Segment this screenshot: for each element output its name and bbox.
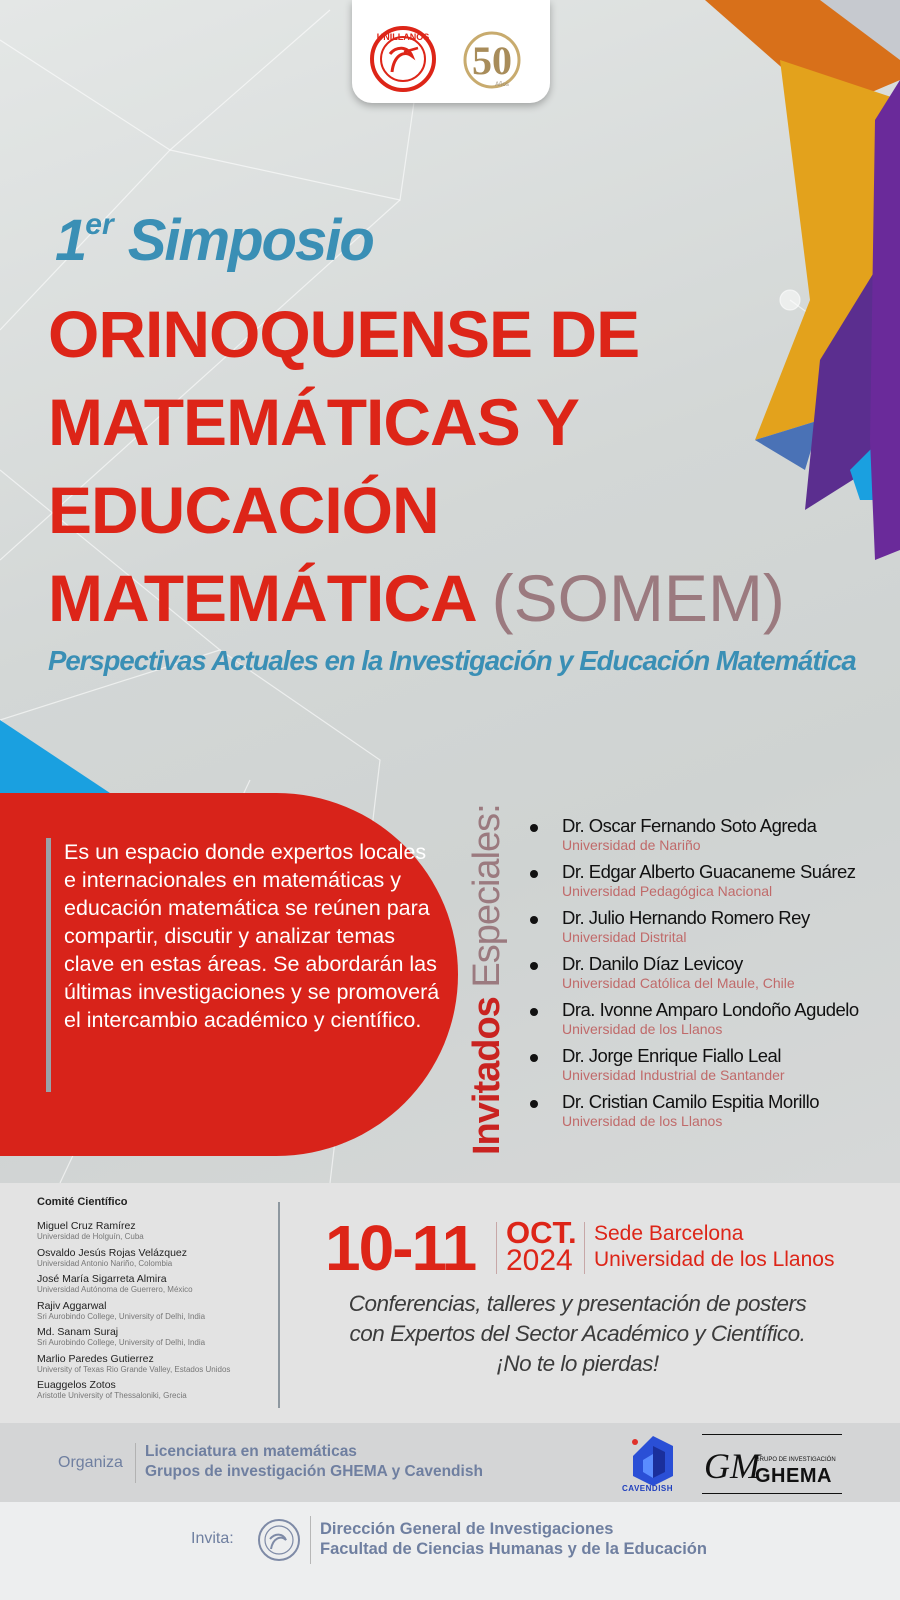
bullet-icon [530,824,538,832]
list-item [520,815,895,861]
speaker-institution: Universidad de Nariño [562,837,701,853]
event-word: Simposio [127,208,373,273]
member-name: Md. Sanam Suraj [37,1326,119,1338]
anniversary-50-logo [465,33,519,88]
title-line: MATEMÁTICAS Y [48,385,579,459]
member-institution: Sri Aurobindo College, University of Delhi, India [37,1311,206,1321]
speaker-institution: Universidad de los Llanos [562,1113,723,1129]
list-item [520,953,895,999]
speaker-name: Dr. Danilo Díaz Levicoy [562,953,743,974]
event-acronym: (SOMEM) [491,561,785,635]
invites-divider [310,1516,311,1564]
title-line: ORINOQUENSE DE [48,297,640,371]
unillanos-logo [372,28,434,90]
list-item [520,907,895,953]
speaker-name: Dr. Edgar Alberto Guacaneme Suárez [562,861,856,882]
tagline-line: ¡No te lo pierdas! [496,1351,659,1376]
committee-member [37,1220,277,1247]
event-description: Es un espacio donde expertos locales e internacionales en matemáticas y educación matemática se reúnen para compartir, discutir y analizar temas clave en estas áreas. Se abordarán las últimas investigaciones y se promoverá el intercambio académico y científico. [64,840,440,1032]
venue-divider [584,1222,585,1274]
invites-label: Invita: [191,1530,234,1547]
bullet-icon [530,916,538,924]
member-name: José María Sigarreta Almira [37,1273,167,1285]
list-item [520,1091,895,1137]
speaker-institution: Universidad Pedagógica Nacional [562,883,773,899]
ghema-name: GHEMA [755,1465,832,1487]
venue-campus: Sede Barcelona [594,1222,744,1245]
member-name: Osvaldo Jesús Rojas Velázquez [37,1246,187,1259]
organizer-label: Organiza [58,1454,123,1471]
speaker-institution: Universidad de los Llanos [562,1021,723,1037]
institution-logos [352,0,550,103]
unillanos-logo-text: UNILLANOS [376,32,430,42]
speaker-name: Dr. Jorge Enrique Fiallo Leal [562,1045,781,1066]
member-institution: Universidad de Holguín, Cuba [37,1232,144,1241]
committee-member [37,1379,277,1406]
event-tagline [300,1289,855,1379]
committee-member [37,1353,277,1380]
member-institution: Universidad Antonio Nariño, Colombia [37,1258,173,1268]
bullet-icon [530,1100,538,1108]
invites-direction: Dirección General de Investigaciones [320,1520,614,1538]
event-title [48,290,888,642]
unillanos-seal-icon [257,1518,301,1562]
speaker-name: Dr. Oscar Fernando Soto Agreda [562,815,817,836]
cavendish-label: CAVENDISH [622,1484,674,1493]
tagline-line: Conferencias, talleres y presentación de posters [348,1291,807,1316]
event-month: OCT. [506,1215,577,1250]
list-item [520,1045,895,1091]
committee-member [37,1273,277,1300]
organizer-groups: Grupos de investigación GHEMA y Cavendish [145,1463,483,1480]
member-institution: Universidad Autónoma de Guerrero, México [37,1285,193,1294]
member-name: Miguel Cruz Ramírez [37,1220,136,1232]
invited-title-part2: Especiales: [466,804,508,988]
title-line: MATEMÁTICA [48,561,475,635]
anniversary-word: Años [495,82,509,88]
speaker-name: Dr. Julio Hernando Romero Rey [562,907,810,928]
member-institution: Sri Aurobindo College, University of Delhi, India [37,1338,206,1347]
speaker-name: Dra. Ivonne Amparo Londoño Agudelo [562,999,859,1020]
member-institution: University of Texas Rio Grande Valley, Estados Unidos [37,1364,231,1374]
symposium-ordinal [55,207,373,274]
event-subtitle: Perspectivas Actuales en la Investigación y Educación Matemática [48,645,856,676]
invited-title-part1: Invitados [466,997,508,1155]
list-item [520,861,895,907]
invited-speakers-list [520,815,895,1137]
member-name: Rajiv Aggarwal [37,1299,107,1312]
anniversary-number: 50 [472,38,512,83]
organizer-program: Licenciatura en matemáticas [145,1443,357,1460]
list-item [520,999,895,1045]
ghema-logo-rule [702,1493,842,1494]
ordinal-suffix: er [85,207,114,241]
description-accent-bar [46,838,51,1092]
organizer-divider [135,1443,136,1483]
svg-text:GM: GM [704,1446,760,1486]
committee-member [37,1247,277,1274]
ghema-subtitle: GRUPO DE INVESTIGACIÓN [755,1457,836,1463]
venue-university: Universidad de los Llanos [594,1248,835,1271]
bullet-icon [530,1008,538,1016]
title-line: EDUCACIÓN [48,473,439,547]
event-days: 10-11 [325,1212,476,1284]
speaker-institution: Universidad Distrital [562,929,687,945]
speaker-institution: Universidad Católica del Maule, Chile [562,975,795,991]
blue-corner-shape [0,720,110,793]
speaker-institution: Universidad Industrial de Santander [562,1067,785,1083]
scientific-committee [37,1196,277,1406]
member-name: Marlio Paredes Gutierrez [37,1352,154,1365]
bullet-icon [530,962,538,970]
committee-divider [278,1202,280,1408]
member-name: Euaggelos Zotos [37,1379,116,1391]
tagline-line: con Expertos del Sector Académico y Científico. [349,1321,806,1346]
invited-speakers-title [466,804,509,1155]
ordinal-number: 1 [55,208,86,273]
event-year: 2024 [506,1244,573,1277]
speaker-name: Dr. Cristian Camilo Espitia Morillo [562,1091,819,1112]
committee-member [37,1300,277,1327]
invites-faculty: Facultad de Ciencias Humanas y de la Educación [320,1540,707,1558]
title-line-with-acronym [48,554,888,642]
member-institution: Aristotle University of Thessaloniki, Grecia [37,1391,187,1400]
committee-title: Comité Científico [37,1196,128,1208]
bullet-icon [530,1054,538,1062]
bullet-icon [530,870,538,878]
date-divider [496,1222,497,1274]
committee-member [37,1326,277,1353]
